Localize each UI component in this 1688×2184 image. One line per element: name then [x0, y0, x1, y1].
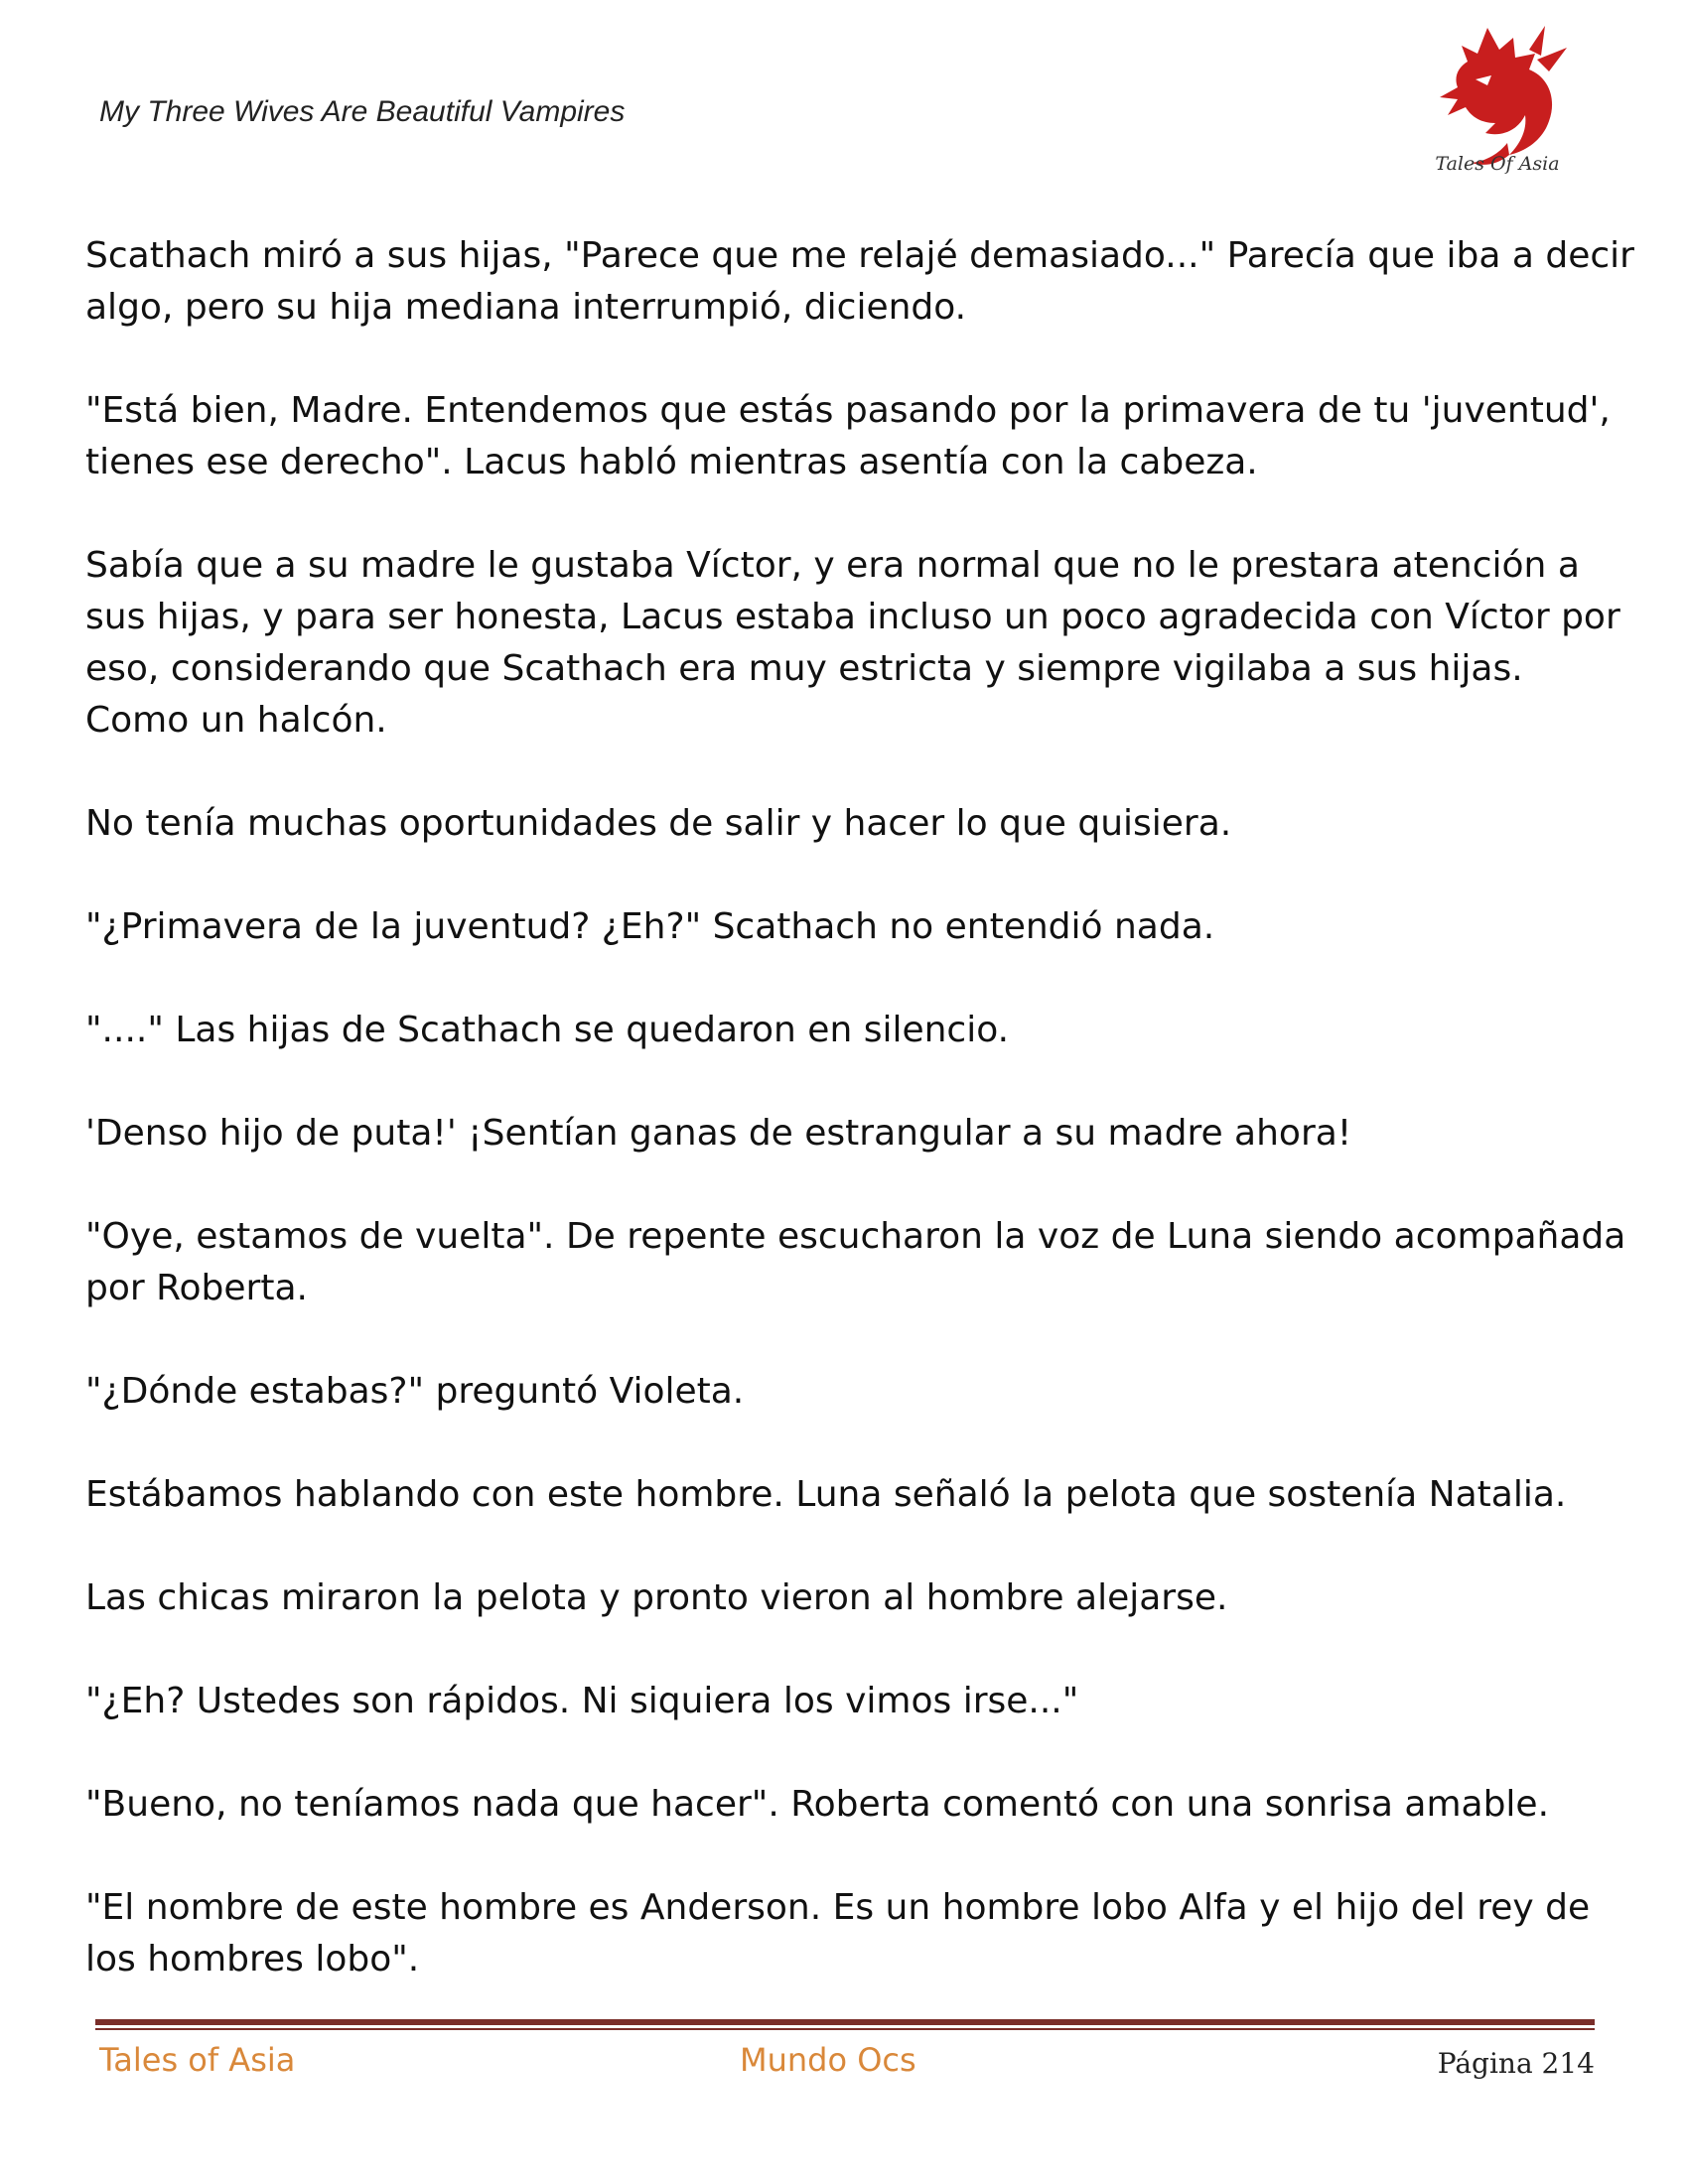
footer-publisher: Tales of Asia — [99, 2041, 296, 2079]
page-number: Página 214 — [1437, 2047, 1595, 2080]
paragraph: Estábamos hablando con este hombre. Luna señaló la pelota que sostenía Natalia. — [85, 1474, 1567, 1515]
logo-text: Tales Of Asia — [1435, 153, 1560, 175]
paragraph: "El nombre de este hombre es Anderson. Es un hombre lobo Alfa y el hijo del rey de los hombres lobo". — [85, 1887, 1591, 1979]
paragraph: "¿Primavera de la juventud? ¿Eh?" Scathach no entendió nada. — [85, 906, 1215, 947]
footer-site: Mundo Ocs — [740, 2041, 916, 2079]
paragraph: "...." Las hijas de Scathach se quedaron en silencio. — [85, 1010, 1010, 1050]
paragraph: "Bueno, no teníamos nada que hacer". Roberta comentó con una sonrisa amable. — [85, 1784, 1550, 1825]
footer-divider-thin — [95, 2028, 1595, 2030]
paragraph: "Oye, estamos de vuelta". De repente escucharon la voz de Luna siendo acompañada por Roberta. — [85, 1216, 1626, 1308]
paragraph: "¿Eh? Ustedes son rápidos. Ni siquiera los vimos irse..." — [85, 1681, 1079, 1721]
paragraph: Scathach miró a sus hijas, "Parece que me relajé demasiado..." Parecía que iba a decir algo, pero su hija mediana interrumpió, diciendo. — [85, 235, 1634, 328]
paragraph: Las chicas miraron la pelota y pronto vieron al hombre alejarse. — [85, 1577, 1228, 1618]
footer-divider-thick — [95, 2019, 1595, 2025]
running-header-title: My Three Wives Are Beautiful Vampires — [99, 95, 626, 128]
paragraph: "Está bien, Madre. Entendemos que estás pasando por la primavera de tu 'juventud', tienes ese derecho". Lacus habló mientras asentía con la cabeza. — [85, 390, 1611, 482]
paragraph: Sabía que a su madre le gustaba Víctor, y era normal que no le prestara atención a sus hijas, y para ser honesta, Lacus estaba incluso un poco agradecida con Víctor por eso, considerando que Scathach era muy estricta y siempre vigilaba a sus hijas. Como un halcón. — [85, 545, 1620, 741]
paragraph: No tenía muchas oportunidades de salir y hacer lo que quisiera. — [85, 803, 1232, 844]
chapter-body — [85, 230, 1634, 2037]
footer-divider — [95, 2019, 1595, 2030]
paragraph: "¿Dónde estabas?" preguntó Violeta. — [85, 1371, 745, 1412]
paragraph: 'Denso hijo de puta!' ¡Sentían ganas de estrangular a su madre ahora! — [85, 1113, 1352, 1154]
